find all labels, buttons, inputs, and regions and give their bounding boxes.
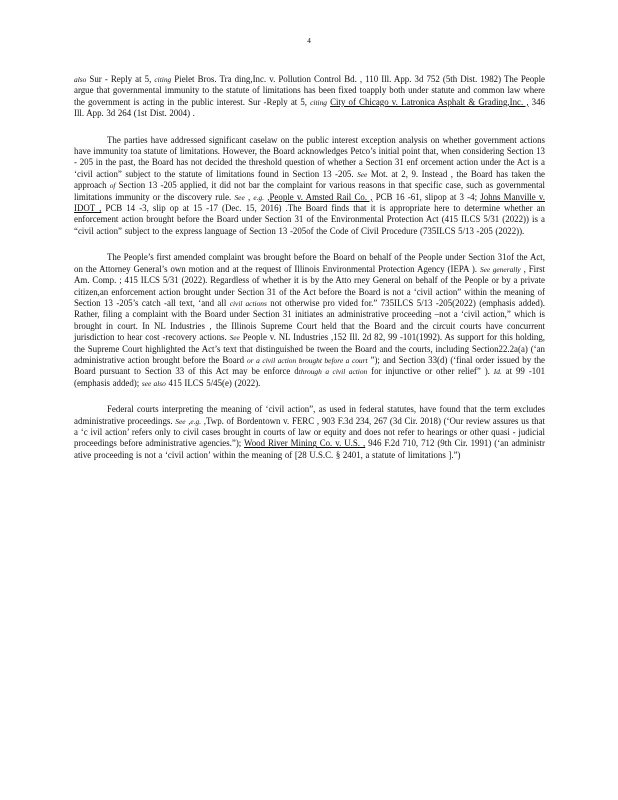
text-run: for injunctive or other relief” ). (367, 366, 494, 377)
text-run: PCB 14 -3, slip op at 15 -17 (Dec. 15, 2016) .The Board finds that it is appropriate here to determine whether an enforcement action brought before the Board under Section 31 of the Environmental Protection Act (415 ILCS 5/31 (2022)) is a “civil action” subject to the express language of Section 13 -205of the Code of Civil Procedure (735ILCS 5/13 -205 (2022)). (74, 203, 545, 236)
italic-signal: See (229, 333, 240, 343)
text-run: The parties have addressed significant caselaw on the public interest exception analysis on whether government actions have immunity toa statute of limitations. However, the Board acknowledges Petco’s initial point that, when considering Section 13 - 205 in the past, the Board has not decided the threshold question of whether a Section 31 enf orcement action under the Act is a ‘civil action” subject to the statute of limitations found in Section 13 -205. (74, 134, 545, 179)
paragraph (74, 135, 545, 238)
paragraph (74, 404, 545, 461)
case-citation-link: Johns Manville v. IDOT , (74, 191, 546, 214)
italic-signal: e.g. (253, 192, 265, 202)
paragraph (74, 252, 545, 389)
text-run: 415 ILCS 5/45(e) (2022). (165, 377, 261, 388)
text-run: The People’s first amended complaint was brought before the Board on behalf of the People under Section 31of the Act, on the Attorney General’s own motion and at the request of Illinois Environmental Protection Agency (IEPA ). (74, 252, 545, 274)
italic-signal: See (175, 416, 186, 426)
text-run: PCB 16 -61, slipop at 3 -4; (372, 191, 481, 202)
case-citation-link: City of Chicago v. Latronica Asphalt & Grading,Inc. , (330, 96, 529, 107)
text-run: Pielet Bros. Tra ding,Inc. v. Pollution Control Bd. , 110 Ill. App. 3d 752 (5th Dist. 1982) The People argue that governmental immunity to the statute of limitations has been fixed toapply both under statute and common law where the government is acting in the public interest. Sur -Reply at 5, (74, 74, 545, 107)
case-citation-link: Wood River Mining Co. v. U.S. , (244, 438, 366, 449)
italic-signal: See (357, 169, 368, 179)
italic-signal: civil actions (229, 298, 267, 308)
case-citation-link: People v. Amsted Rail Co. , (269, 191, 373, 202)
italic-signal: citing (154, 75, 172, 84)
text-run: , (264, 191, 270, 202)
italic-signal: or a civil action brought before a court (246, 355, 368, 365)
italic-signal: through a civil action (298, 367, 368, 377)
text-run: Sur - Reply at 5, (86, 74, 155, 84)
italic-signal: e.g. (190, 416, 202, 426)
text-run: at 99 -101 (emphasis added); (74, 366, 546, 388)
paragraph (74, 74, 545, 120)
italic-signal: Id. (493, 367, 502, 377)
document-body (74, 74, 545, 476)
text-run: Mot. at 2, 9. Instead , the Board has taken the approach (74, 168, 545, 191)
text-run: Federal courts interpreting the meaning of ‘civil action”, as used in federal statutes, have found that the term excludes administrative proceedings. (74, 404, 545, 426)
italic-signal: of (109, 181, 116, 191)
text-run: not otherwise pro vided for.” 735ILCS 5/13 -205(2022) (emphasis added). Rather, filing a complaint with the Board under Section 31 initiates an administrative proceeding –not a ‘civil action,” which is brought in court. In NL Industries , the Illinois Supreme Court held that the Board and the circuit courts have concurrent jurisdiction to hear cost -recovery actions. (74, 297, 545, 343)
italic-signal: see also (141, 378, 166, 388)
italic-signal: See (234, 192, 245, 202)
text-run: People v. NL Industries ,152 Ill. 2d 82, 99 -101(1992). As support for this holding, the Supreme Court highlighted the Act’s text that distinguished be tween the Board and the courts, including Section22.2a(a) (‘an administrative action brought before the Board (74, 332, 546, 365)
italic-signal: also (74, 75, 87, 84)
text-run: 346 Ill. App. 3d 264 (1st Dist. 2004) . (74, 96, 545, 119)
text-run: , (244, 191, 254, 202)
italic-signal: See generally (479, 264, 521, 274)
italic-signal: citing (310, 97, 327, 107)
text-run: ,Twp. of Bordentown v. FERC , 903 F.3d 234, 267 (3d Cir. 2018) (‘Our review assures us that a ‘c ivil action’ refers only to civil cases brought in courts of law or equity and does not refer to hearings or other quasi - judicial proceedings before administrative agencies.”); (74, 415, 546, 449)
text-run: 946 F.2d 710, 712 (9th Cir. 1991) (‘an administr ative proceeding is not a ‘civil action’ within the meaning of [28 U.S.C. § 2401, a statute of limitations ].”) (74, 438, 545, 460)
page-number: 4 (307, 36, 311, 45)
text-run: , First Am. Comp. ; 415 ILCS 5/31 (2022). Regardless of whether it is by the Atto rney General on behalf of the People or by a private citizen,an enforcement action brought under Section 31 of the Act before the Board is not a ‘civil action” within the meaning of Section 13 -205’s catch -all text, ‘and all (74, 263, 545, 308)
text-run: , (185, 415, 191, 426)
text-run: Section 13 -205 applied, it did not bar the complaint for various reasons in that specific case, such as governmental limitations immunity or the discovery rule. (74, 180, 545, 202)
text-run: ”); and Section 33(d) (‘final order issued by the Board pursuant to Section 33 of this Act may be enforce d (74, 354, 545, 377)
